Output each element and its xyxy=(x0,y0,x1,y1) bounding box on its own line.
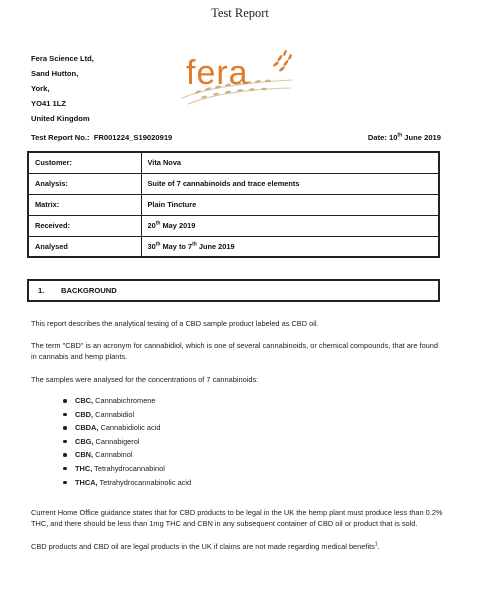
address-line: Sand Hutton, xyxy=(31,69,79,78)
report-date: Date: 10th June 2019 xyxy=(367,132,441,142)
address-line: YO41 1LZ xyxy=(31,99,67,108)
received-value: 20th May 2019 xyxy=(141,215,439,236)
logo-text: fera xyxy=(186,54,249,92)
customer-label: Customer: xyxy=(28,152,141,173)
list-item: CBDA, Cannabidiolic acid xyxy=(63,421,191,435)
paragraph-cbd-definition: The term "CBD" is an acronym for cannabidiol, which is one of several cannabinoids, or chemical compounds, that are found in cannabis and hemp plants. xyxy=(31,341,439,362)
address-line: United Kingdom xyxy=(31,114,90,123)
list-item: CBC, Cannabichromene xyxy=(63,394,191,408)
customer-value: Vita Nova xyxy=(141,152,439,173)
address-line: York, xyxy=(31,84,50,93)
report-header-line xyxy=(31,133,441,142)
footnote-ref: 1 xyxy=(374,541,378,548)
list-item: THC, Tetrahydrocannabinol xyxy=(63,462,191,476)
matrix-label: Matrix: xyxy=(28,194,141,215)
matrix-value: Plain Tincture xyxy=(141,194,439,215)
table-row xyxy=(28,152,439,173)
table-row xyxy=(28,236,439,257)
paragraph-home-office-guidance: Current Home Office guidance states that for CBD products to be legal in the UK the hemp plant must produce less than 0.2% THC, and there should be less than 1mg THC and CBN in any subsequent container of CBD oil or product that is sold. xyxy=(31,508,443,529)
paragraph-analysis-scope: The samples were analysed for the concentrations of 7 cannabinoids: xyxy=(31,375,259,384)
sender-address xyxy=(31,51,94,126)
analysed-label: Analysed xyxy=(28,236,141,257)
table-row xyxy=(28,215,439,236)
analysis-label: Analysis: xyxy=(28,173,141,194)
received-label: Received: xyxy=(28,215,141,236)
document-title: Test Report xyxy=(211,6,269,20)
list-item: CBG, Cannabigerol xyxy=(63,435,191,449)
section-number: 1. xyxy=(38,286,45,295)
analysed-value: 30th May to 7th June 2019 xyxy=(141,236,439,257)
paragraph-legal-status: CBD products and CBD oil are legal products in the UK if claims are not made regarding medical benefits$^1$. xyxy=(31,541,380,551)
section-heading-background xyxy=(27,279,440,302)
sample-info-table xyxy=(27,151,440,258)
list-item: CBN, Cannabinol xyxy=(63,448,191,462)
cannabinoid-list xyxy=(63,394,191,489)
fera-logo xyxy=(176,44,296,108)
section-title: BACKGROUND xyxy=(61,286,117,295)
report-number-value: FR001224_S19020919 xyxy=(93,133,173,142)
address-line: Fera Science Ltd, xyxy=(31,54,94,63)
list-item: CBD, Cannabidiol xyxy=(63,408,191,422)
list-item: THCA, Tetrahydrocannabinolic acid xyxy=(63,476,191,490)
analysis-value: Suite of 7 cannabinoids and trace elements xyxy=(141,173,439,194)
table-row xyxy=(28,194,439,215)
table-row xyxy=(28,173,439,194)
paragraph-intro: This report describes the analytical testing of a CBD sample product labeled as CBD oil. xyxy=(31,319,319,328)
report-number-label: Test Report No.: xyxy=(31,133,90,142)
